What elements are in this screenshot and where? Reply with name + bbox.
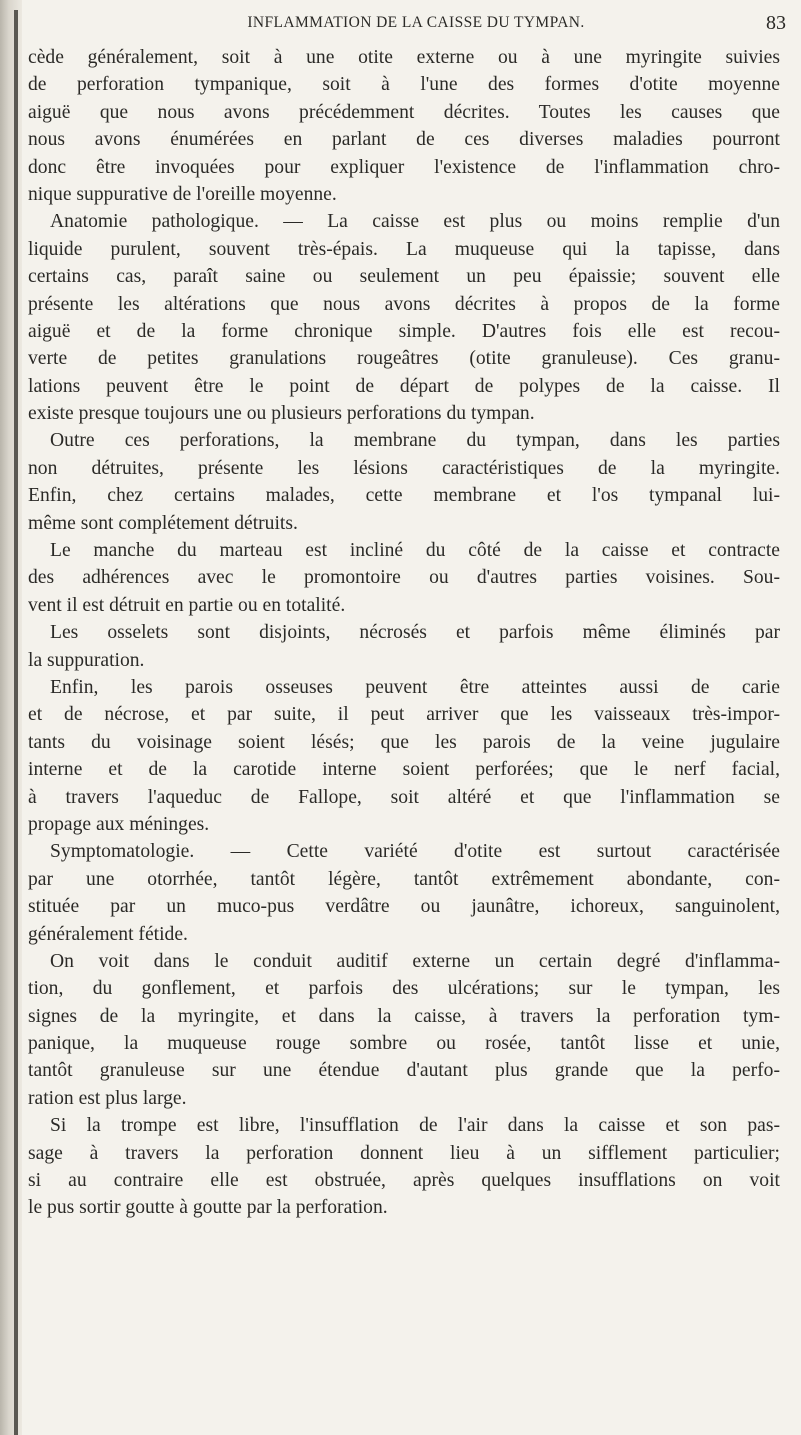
text-line: Enfin, chez certains malades, cette membrane et l'os tympanal lui- <box>28 485 780 507</box>
text-line: de perforation tympanique, soit à l'une des formes d'otite moyenne <box>28 74 780 96</box>
text-line: On voit dans le conduit auditif externe un certain degré d'inflamma- <box>50 950 780 972</box>
text-line: nous avons énumérées en parlant de ces diverses maladies pourront <box>28 129 780 151</box>
text-line: propage aux méninges. <box>28 813 210 835</box>
section-heading-line: Anatomie pathologique. — La caisse est plus ou moins remplie d'un <box>50 211 780 233</box>
text-line: et de nécrose, et par suite, il peut arriver que les vaisseaux très-impor- <box>28 704 780 726</box>
text-line: Les osselets sont disjoints, nécrosés et parfois même éliminés par <box>50 622 780 644</box>
body-text <box>28 44 780 1222</box>
text-line: même sont complétement détruits. <box>28 512 298 534</box>
text-line: stituée par un muco-pus verdâtre ou jaunâtre, ichoreux, sanguinolent, <box>28 896 780 918</box>
text-line: aiguë que nous avons précédemment décrites. Toutes les causes que <box>28 101 780 123</box>
running-header <box>40 14 792 36</box>
text-line: Outre ces perforations, la membrane du tympan, dans les parties <box>50 430 780 452</box>
text-line: lations peuvent être le point de départ de polypes de la caisse. Il <box>28 375 780 397</box>
text-line: généralement fétide. <box>28 923 188 945</box>
text-line: Si la trompe est libre, l'insufflation de l'air dans la caisse et son pas- <box>50 1115 780 1137</box>
text-line: interne et de la carotide interne soient perforées; que le nerf facial, <box>28 759 780 781</box>
text-line: des adhérences avec le promontoire ou d'autres parties voisines. Sou- <box>28 567 780 589</box>
text-line: panique, la muqueuse rouge sombre ou rosée, tantôt lisse et unie, <box>28 1033 780 1055</box>
text-line: par une otorrhée, tantôt légère, tantôt extrêmement abondante, con- <box>28 868 780 890</box>
text-line: donc être invoquées pour expliquer l'existence de l'inflammation chro- <box>28 156 780 178</box>
text-line: aiguë et de la forme chronique simple. D'autres fois elle est recou- <box>28 320 780 342</box>
text-line: si au contraire elle est obstruée, après quelques insufflations on voit <box>28 1170 780 1192</box>
page-gutter-shadow <box>0 0 22 1435</box>
text-line: cède généralement, soit à une otite externe ou à une myringite suivies <box>28 47 780 68</box>
running-title: INFLAMMATION DE LA CAISSE DU TYMPAN. <box>247 14 585 31</box>
text-line: vent il est détruit en partie ou en totalité. <box>28 594 346 616</box>
binding-edge <box>14 10 18 1435</box>
text-line: la suppuration. <box>28 649 145 671</box>
text-line: le pus sortir goutte à goutte par la perforation. <box>28 1197 388 1219</box>
text-line: à travers l'aqueduc de Fallope, soit altéré et que l'inflammation se <box>28 786 780 808</box>
text-line: signes de la myringite, et dans la caisse, à travers la perforation tym- <box>28 1005 780 1027</box>
text-line: sage à travers la perforation donnent lieu à un sifflement particulier; <box>28 1142 780 1164</box>
text-line: présente les altérations que nous avons décrites à propos de la forme <box>28 293 780 315</box>
page-number: 83 <box>766 12 786 34</box>
text-line: tion, du gonflement, et parfois des ulcérations; sur le tympan, les <box>28 978 780 1000</box>
text-line: non détruites, présente les lésions caractéristiques de la myringite. <box>28 457 780 479</box>
text-line: nique suppurative de l'oreille moyenne. <box>28 183 337 205</box>
text-line: tants du voisinage soient lésés; que les parois de la veine jugulaire <box>28 731 780 753</box>
text-line: verte de petites granulations rougeâtres (otite granuleuse). Ces granu- <box>28 348 780 370</box>
text-line: existe presque toujours une ou plusieurs perforations du tympan. <box>28 403 535 425</box>
text-line: ration est plus large. <box>28 1087 187 1109</box>
text-line: Enfin, les parois osseuses peuvent être atteintes aussi de carie <box>50 676 780 698</box>
text-line: Le manche du marteau est incliné du côté de la caisse et contracte <box>50 540 780 562</box>
section-heading-line: Symptomatologie. — Cette variété d'otite est surtout caractérisée <box>50 841 780 863</box>
text-line: certains cas, paraît saine ou seulement un peu épaissie; souvent elle <box>28 266 780 288</box>
text-line: liquide purulent, souvent très-épais. La muqueuse qui la tapisse, dans <box>28 238 780 260</box>
text-line: tantôt granuleuse sur une étendue d'autant plus grande que la perfo- <box>28 1060 780 1082</box>
